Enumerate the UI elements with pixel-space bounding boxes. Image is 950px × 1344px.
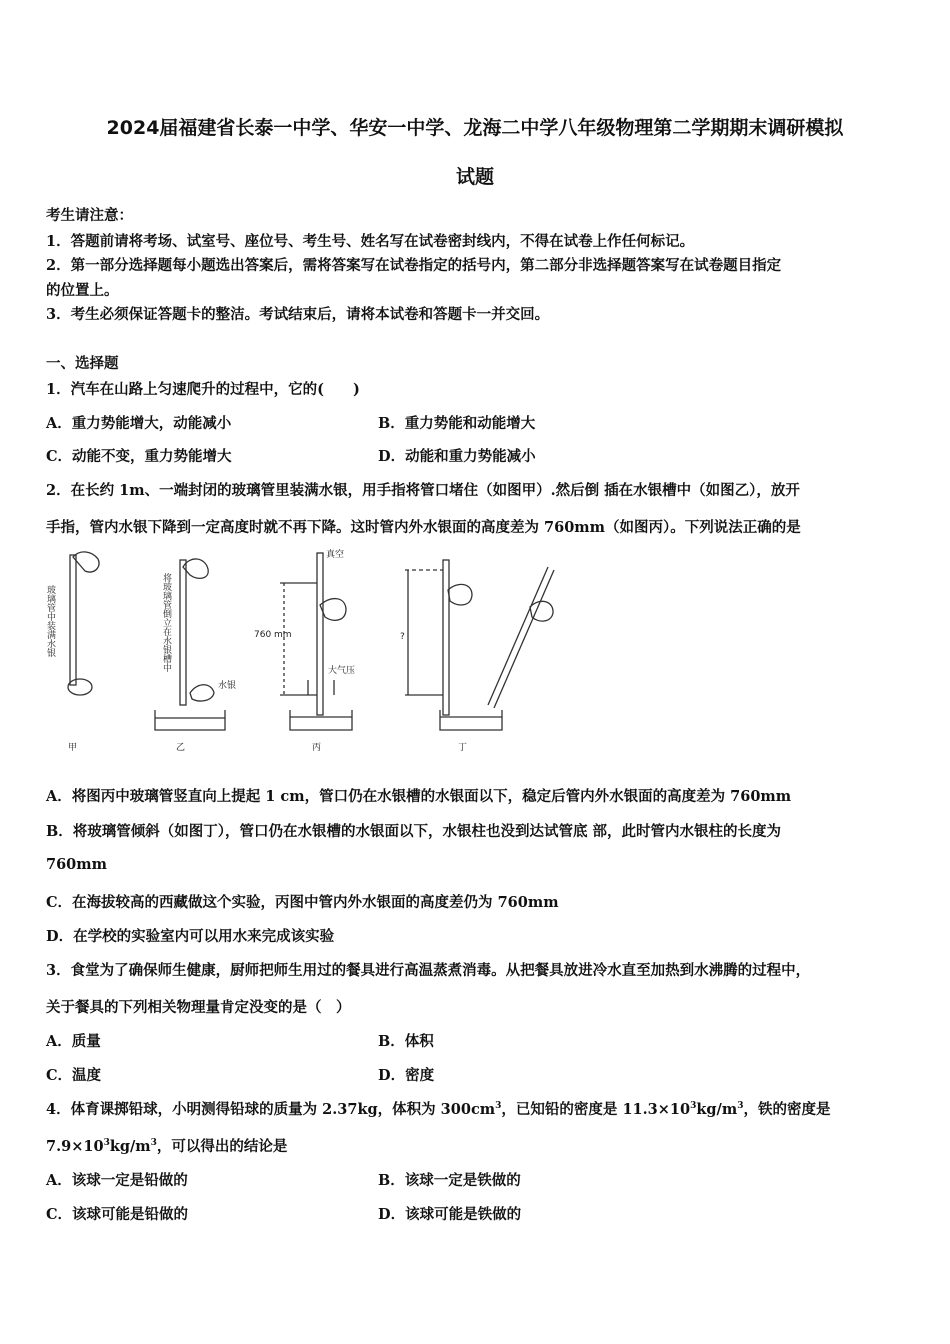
- fig-caption-yi: 乙: [176, 743, 186, 753]
- q1-option-d: D．动能和重力势能减小: [378, 448, 536, 465]
- q4-stem-1-b: ，已知铅的密度是 11.3×10: [501, 1101, 691, 1118]
- notice-item-3: 3．考生必须保证答题卡的整洁。考试结束后，请将本试卷和答题卡一并交回。: [46, 306, 550, 323]
- q4-stem-1: [46, 1098, 830, 1119]
- fig-label-mercury: 水银: [218, 681, 237, 691]
- sup-3: 3: [103, 1138, 110, 1149]
- sup-3: 3: [495, 1101, 502, 1112]
- q4-option-c: C．该球可能是铅做的: [46, 1206, 189, 1223]
- fig-note-yi: 将玻璃管倒立在水银槽中: [161, 573, 171, 672]
- figure-jia: [68, 552, 99, 695]
- q2-option-c: C．在海拔较高的西藏做这个实验，丙图中管内外水银面的高度差仍为 760mm: [46, 894, 559, 911]
- q3-stem-2: 关于餐具的下列相关物理量肯定没变的是（ ）: [46, 999, 351, 1016]
- torricelli-experiment-figure: [40, 545, 560, 760]
- fig-label-height: 760 mm: [254, 630, 292, 640]
- q3-option-a: A．质量: [46, 1033, 101, 1050]
- fig-note-jia: 玻璃管中装满水银: [45, 585, 55, 657]
- q1-option-c: C．动能不变，重力势能增大: [46, 448, 232, 465]
- q4-stem-2-c: ，可以得出的结论是: [156, 1138, 288, 1155]
- sup-3: 3: [690, 1101, 697, 1112]
- fig-caption-jia: 甲: [68, 743, 78, 753]
- q3-stem-1: 3．食堂为了确保师生健康，厨师把师生用过的餐具进行高温蒸煮消毒。从把餐具放进冷水直至加热到水沸腾的过程中，: [46, 962, 811, 979]
- fig-caption-ding: 丁: [458, 743, 468, 753]
- notice-item-2-cont: 的位置上。: [46, 282, 119, 299]
- q3-option-d: D．密度: [378, 1067, 435, 1084]
- q2-option-b: B．将玻璃管倾斜（如图丁），管口仍在水银槽的水银面以下，水银柱也没到达试管底 部，此时管内水银柱的长度为: [46, 823, 782, 840]
- q1-option-b: B．重力势能和动能增大: [378, 415, 536, 432]
- page-title-line2: 试题: [455, 166, 494, 188]
- q4-stem-1-a: 4．体育课掷铅球，小明测得铅球的质量为 2.37kg，体积为 300cm: [46, 1101, 496, 1118]
- page-title-line1: 2024届福建省长泰一中学、华安一中学、龙海二中学八年级物理第二学期期末调研模拟: [106, 117, 844, 139]
- fig-caption-bing: 丙: [312, 743, 322, 753]
- section-heading: 一、选择题: [46, 355, 119, 372]
- q4-stem-1-c: kg/m: [696, 1101, 738, 1118]
- q4-stem-1-d: ，铁的密度是: [743, 1101, 831, 1118]
- fig-label-question: ?: [400, 632, 405, 642]
- q1-option-a: A．重力势能增大，动能减小: [46, 415, 232, 432]
- q4-option-b: B．该球一定是铁做的: [378, 1172, 521, 1189]
- q4-option-d: D．该球可能是铁做的: [378, 1206, 522, 1223]
- q3-option-c: C．温度: [46, 1067, 102, 1084]
- sup-3: 3: [150, 1138, 157, 1149]
- q4-stem-2-b: kg/m: [109, 1138, 151, 1155]
- q3-option-b: B．体积: [378, 1033, 434, 1050]
- fig-label-vacuum: 真空: [326, 550, 345, 560]
- q2-option-d: D．在学校的实验室内可以用水来完成该实验: [46, 928, 335, 945]
- q4-stem-2-a: 7.9×10: [46, 1138, 104, 1155]
- q2-stem-1: 2．在长约 1m、一端封闭的玻璃管里装满水银，用手指将管口堵住（如图甲）.然后倒 插在水银槽中（如图乙），放开: [46, 482, 800, 499]
- q4-option-a: A．该球一定是铅做的: [46, 1172, 188, 1189]
- notice-heading: 考生请注意：: [46, 207, 133, 224]
- q1-stem: 1．汽车在山路上匀速爬升的过程中，它的( ): [46, 381, 360, 398]
- sup-3: 3: [737, 1101, 744, 1112]
- q2-stem-2: 手指，管内水银下降到一定高度时就不再下降。这时管内外水银面的高度差为 760mm（如图丙）。下列说法正确的是: [46, 519, 801, 536]
- figure-ding: [405, 560, 554, 730]
- notice-item-1: 1．答题前请将考场、试室号、座位号、考生号、姓名写在试卷密封线内，不得在试卷上作任何标记。: [46, 233, 695, 250]
- q2-option-b-cont: 760mm: [46, 856, 107, 873]
- q4-stem-2: [46, 1135, 287, 1156]
- q2-option-a: A．将图丙中玻璃管竖直向上提起 1 cm，管口仍在水银槽的水银面以下，稳定后管内外水银面的高度差为 760mm: [46, 788, 792, 805]
- figure-bing: [280, 553, 352, 730]
- notice-item-2: 2．第一部分选择题每小题选出答案后，需将答案写在试卷指定的括号内，第二部分非选择题答案写在试卷题目指定: [46, 257, 782, 274]
- fig-label-atm: 大气压: [328, 666, 356, 676]
